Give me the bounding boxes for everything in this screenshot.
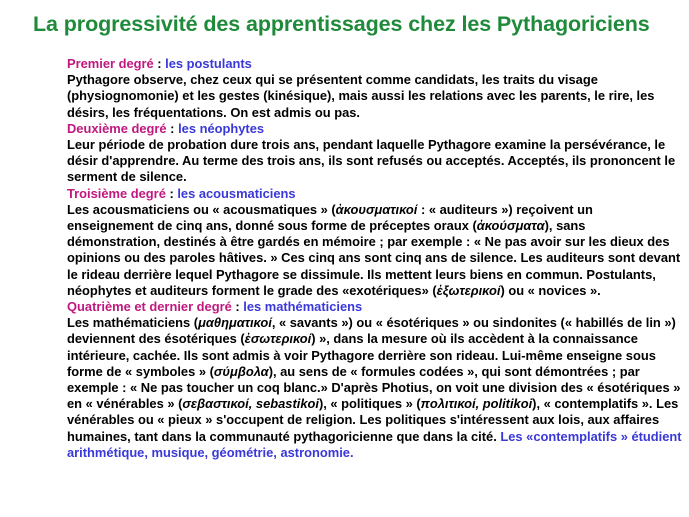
- text-run: Les mathématiciens (: [67, 315, 199, 331]
- highlighted-text-run: Les «contemplatifs » étudient arithmétique, musique, géométrie, astronomie.: [67, 428, 682, 460]
- degree-label: Premier degré: [67, 56, 154, 71]
- text-run: : « auditeurs ») reçoivent un enseignement de cinq ans, donné sous forme de préceptes oraux (: [67, 201, 593, 234]
- text-run: ) », dans la mesure où ils accèdent à la connaissance intérieure, cachée. Ils sont admis à voir Pythagore derrière son rideau. Lui-même enseigne sous forme de « symboles » (: [67, 331, 656, 379]
- text-run: Les acousmaticiens ou « acousmatiques » (: [67, 201, 336, 217]
- heading-separator: :: [153, 56, 166, 71]
- greek-term: μαθηματικοί: [198, 315, 272, 331]
- section-paragraph: [67, 202, 682, 299]
- degree-name: les néophytes: [178, 120, 265, 136]
- degree-label: Quatrième et dernier degré: [67, 299, 232, 315]
- section-heading: [67, 56, 682, 72]
- section-deuxieme-degre: [67, 121, 682, 186]
- text-run: , « savants ») ou « ésotériques » ou sindonites (« habillés de lin ») deviennent des ésotériques (: [67, 315, 676, 347]
- greek-term: σεβαστικοί, sebastikoi: [182, 396, 319, 412]
- text-run: ), « politiques » (: [318, 396, 421, 412]
- text-run: ), au sens de « formules codées », qui sont démontrées ; par exemple : « Ne pas toucher un coq blanc.» D'après Photius, on voit une division des « ésotériques » en « vénérables » (: [67, 363, 681, 412]
- text-run: ), sans démonstration, destinés à être gardés en mémoire ; par exemple : « Ne pas avoir sur les dieux des opinions ou des paroles hâtives. » Ces cinq ans sont cinq ans de silence. Les auditeurs sont devant le rideau derrière lequel Pythagore se dissimule. Ils mettent leurs biens en commun. Postulants, néophytes et auditeurs forment le grade des «exotériques» (: [67, 218, 681, 298]
- page-title: La progressivité des apprentissages chez les Pythagoriciens: [33, 12, 650, 36]
- section-heading: [67, 121, 682, 137]
- greek-term: ἀκουσματικοί: [335, 201, 418, 217]
- greek-term: ἐσωτερικοί: [244, 331, 312, 347]
- greek-term: σύμβολα: [213, 363, 269, 379]
- section-paragraph: Leur période de probation dure trois ans, pendant laquelle Pythagore examine la persévérance, le désir d'apprendre. Au terme des trois ans, ils sont refusés ou acceptés. Acceptés, ils prononcent le serment de silence.: [67, 137, 676, 185]
- degree-label: Troisième degré: [67, 185, 166, 201]
- degree-label: Deuxième degré: [67, 120, 167, 136]
- text-run: ), « contemplatifs ». Les vénérables ou « pieux » s'occupent de religion. Les politiques s'intéressent aux lois, aux affaires humaines, tant dans la communauté pythagoricienne que dans la cité.: [67, 396, 679, 444]
- section-paragraph: [67, 315, 682, 461]
- greek-term: ἀκούσματα: [476, 218, 545, 234]
- greek-term: πολιτικοί, politikoi: [420, 396, 533, 412]
- degree-name: les mathématiciens: [243, 299, 363, 315]
- section-premier-degre: [67, 56, 682, 121]
- degree-name: les postulants: [165, 56, 252, 71]
- section-quatrieme-degre: [67, 299, 682, 461]
- text-run: ) ou « novices ».: [500, 282, 601, 298]
- heading-separator: :: [165, 185, 178, 201]
- greek-term: ἐξωτερικοί: [436, 282, 501, 298]
- heading-separator: :: [166, 120, 179, 136]
- document-body: [67, 56, 682, 461]
- section-heading: [67, 299, 682, 315]
- section-paragraph: Pythagore observe, chez ceux qui se présentent comme candidats, les traits du visage (physiognomonie) et les gestes (kinésique), mais aussi les relations avec les parents, le rire, les désirs, les fréquentations. On est admis ou pas.: [67, 72, 655, 120]
- degree-name: les acousmaticiens: [177, 185, 296, 201]
- heading-separator: :: [231, 299, 244, 315]
- section-heading: [67, 186, 682, 202]
- section-troisieme-degre: [67, 186, 682, 299]
